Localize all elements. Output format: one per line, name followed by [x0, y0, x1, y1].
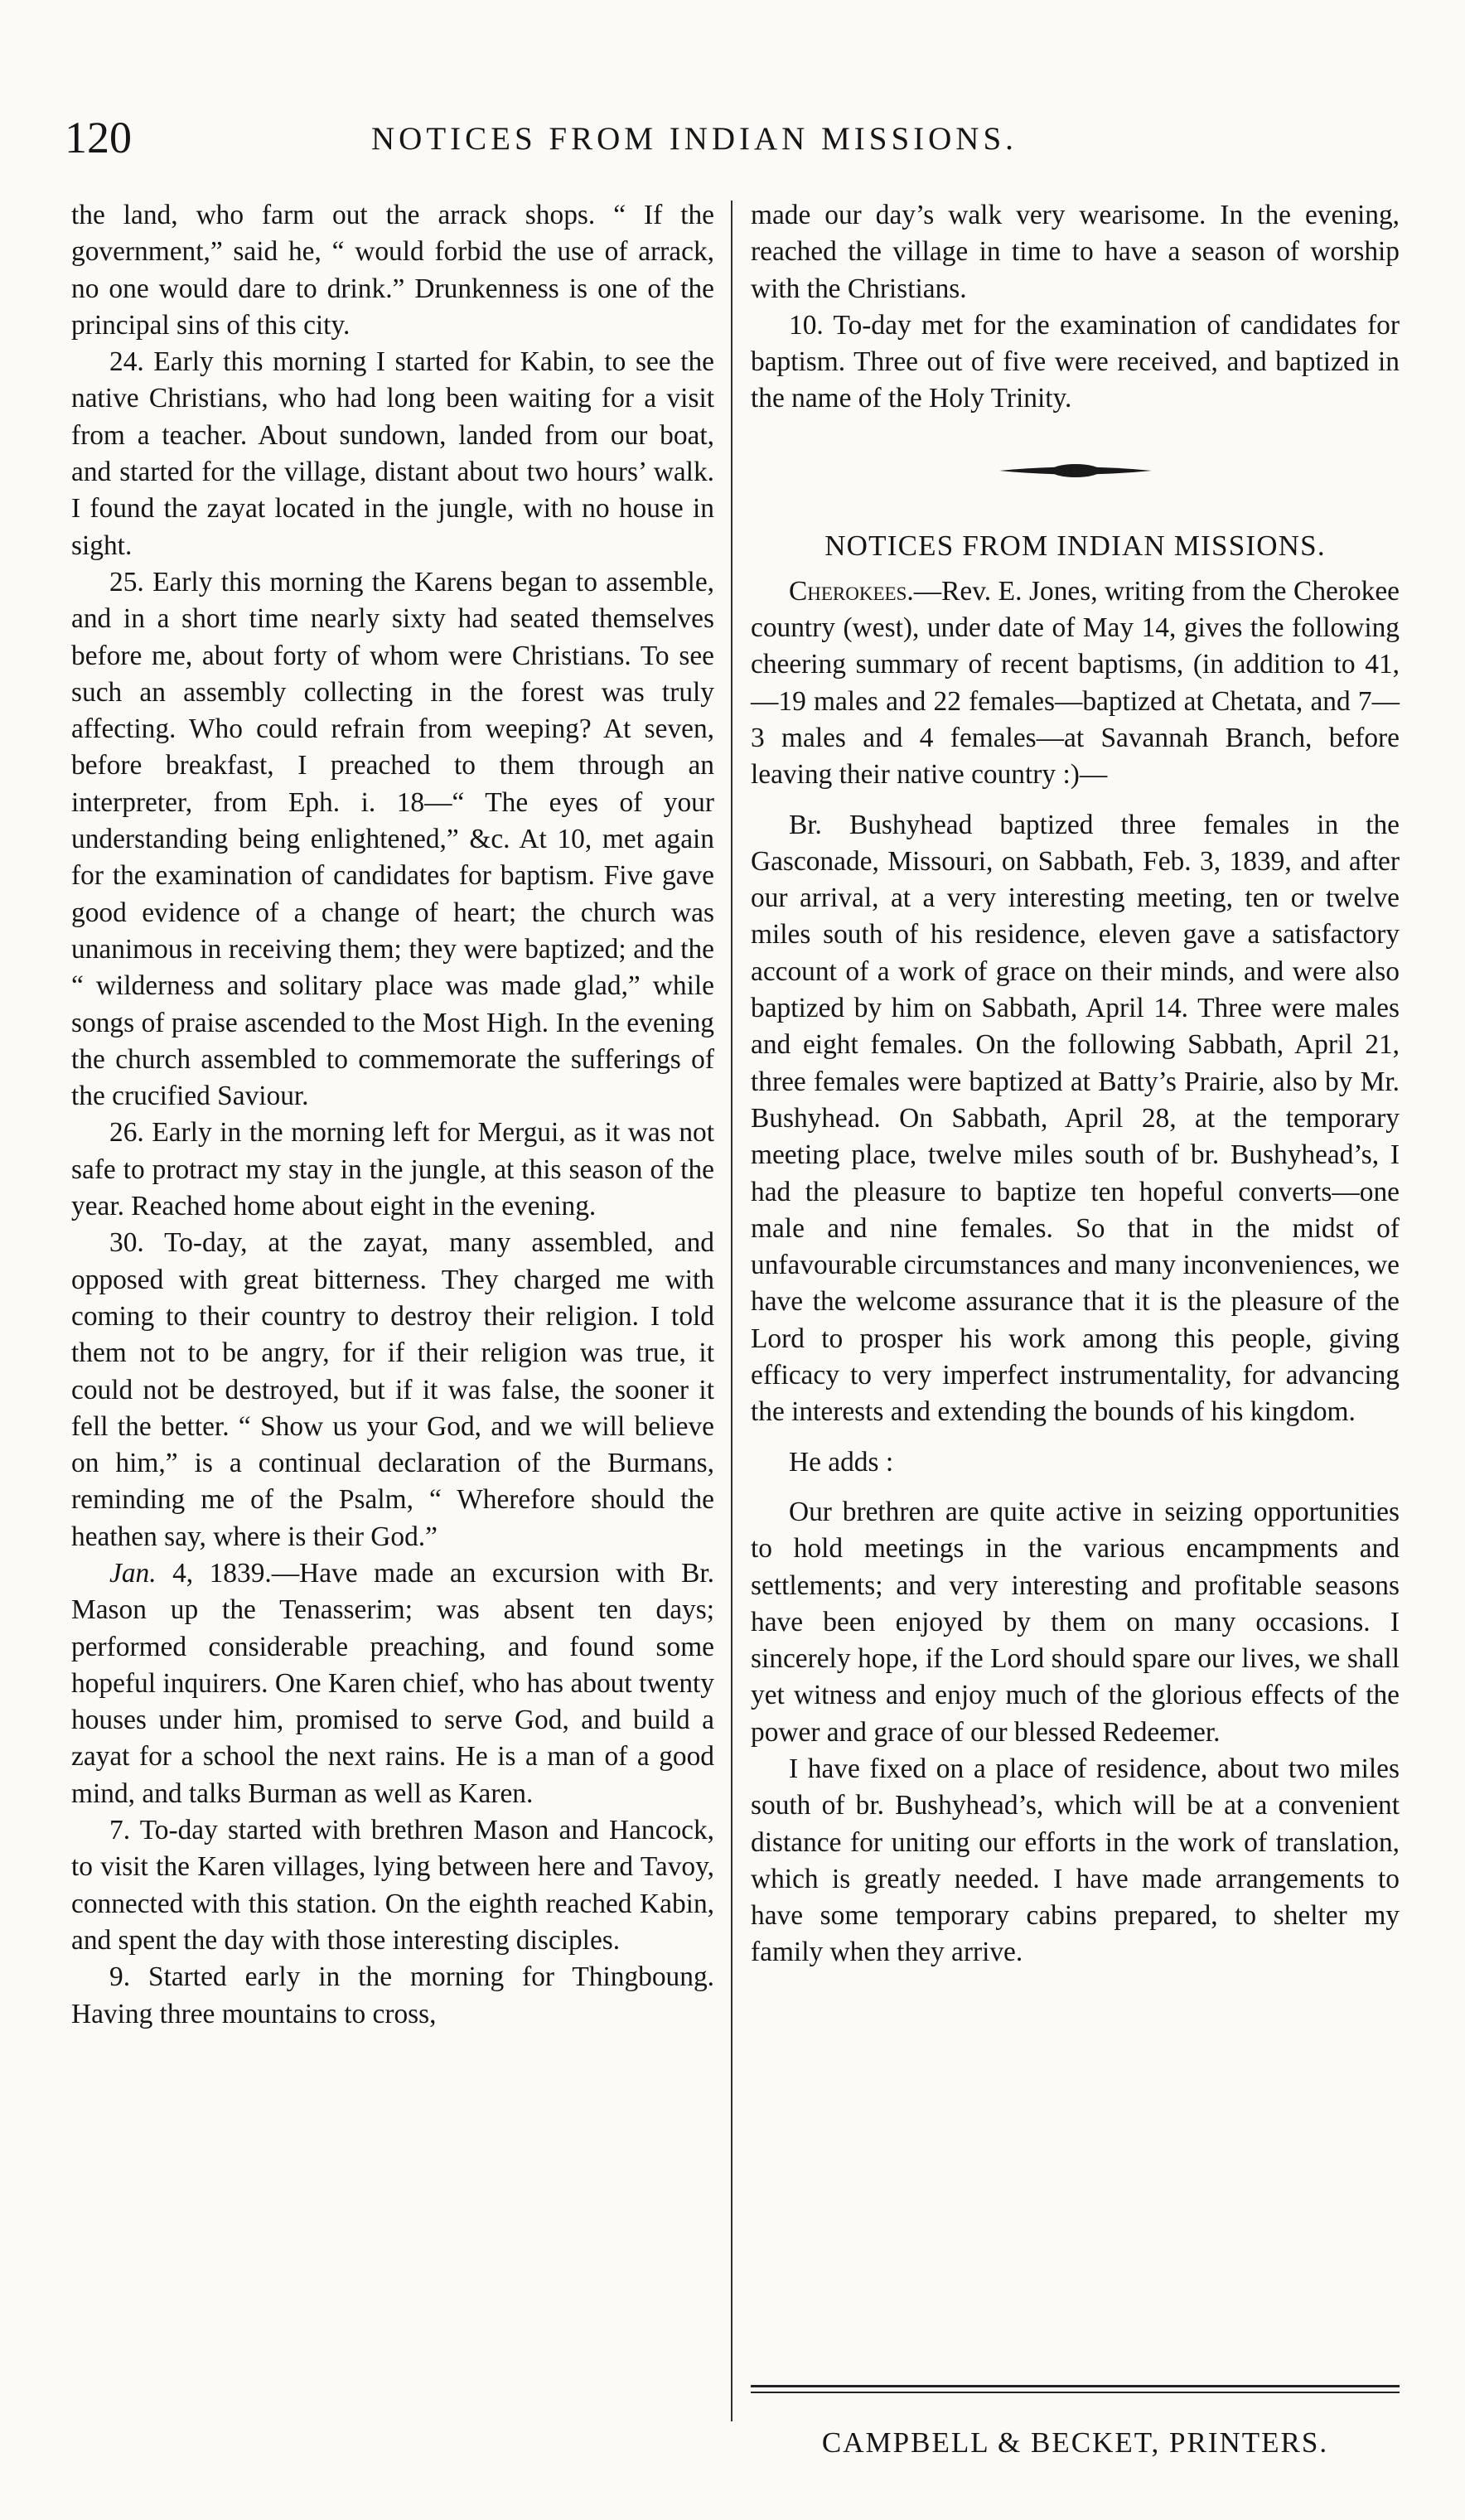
paragraph-25: 25. Early this morning the Karens began to assemble, and in a short time nearly sixty had seated themselves before me, about forty of whom were Christians. To see such an assembly collecting in the forest was truly affecting. Who could refrain from weeping? At seven, before breakfast, I preached to them through an interpreter, from Eph. i. 18—“ The eyes of your understanding being enlightened,” &c. At 10, met again for the examination of candidates for baptism. Five gave good evidence of a change of heart; the church was unanimous in receiving them; they were baptized; and the “ wilderness and solitary place was made glad,” while songs of praise ascended to the Most High. In the evening the church assembled to commemorate the sufferings of the crucified Saviour. — [71, 566, 714, 1112]
printer-imprint: CAMPBELL & BECKET, PRINTERS. — [821, 2426, 1329, 2459]
paragraph-jan-4-text: Have made an excursion with Br. Mason up the Tenasserim; was absent ten days; performed considerable preaching, and found some hopeful inquirers. One Karen chief, who has about twenty houses under him, promised to serve God, and build a zayat for a school the next rains. He is a man of a good mind, and talks Burman as well as Karen. — [71, 1557, 714, 1809]
column-divider — [731, 201, 732, 2421]
paragraph-10: 10. To-day met for the examination of candidates for baptism. Three out of five were received, and baptized in the name of the Holy Trinity. — [751, 309, 1400, 414]
cherokees-label: Cherokees. — [789, 575, 914, 607]
page-number: 120 — [65, 113, 132, 162]
he-adds: He adds : — [789, 1446, 894, 1478]
spacer — [751, 794, 1400, 807]
paragraph-cherokees — [751, 573, 1400, 794]
paragraph-continued: made our day’s walk very wearisome. In the evening, reached the village in time to have a season of worship with the Christians. — [751, 200, 1400, 304]
date-jan-rest: 4, 1839.— — [172, 1557, 300, 1589]
section-heading: NOTICES FROM INDIAN MISSIONS. — [824, 529, 1326, 562]
footer-double-rule — [751, 2385, 1400, 2393]
paragraph-arrack: the land, who farm out the arrack shops. “ If the government,” said he, “ would forbid the use of arrack, no one would dare to drink.” Drunkenness is one of the principal sins of this city. — [71, 200, 714, 341]
paragraph-26: 26. Early in the morning left for Mergui, as it was not safe to protract my stay in the jungle, at this season of the year. Reached home about eight in the evening. — [71, 1117, 714, 1222]
paragraph-7: 7. To-day started with brethren Mason and Hancock, to visit the Karen villages, lying between here and Tavoy, connected with this station. On the eighth reached Kabin, and spent the day with those interesting disciples. — [71, 1815, 714, 1956]
right-column — [751, 197, 1400, 1971]
paragraph-30: 30. To-day, at the zayat, many assembled, and opposed with great bitterness. They charged me with coming to their country to destroy their religion. I told them not to be angry, for if their religion was true, it could not be destroyed, but if it was false, the sooner it fell the better. “ Show us your God, and we will believe on him,” is a continual declaration of the Burmans, reminding me of the Psalm, “ Wherefore should the heathen say, where is their God.” — [71, 1227, 714, 1552]
running-title: NOTICES FROM INDIAN MISSIONS. — [371, 121, 1018, 157]
quote-bushyhead: Br. Bushyhead baptized three females in the Gasconade, Missouri, on Sabbath, Feb. 3, 1839, and after our arrival, at a very interesting meeting, ten or twelve miles south of his residence, eleven gave a satisfactory account of a work of grace on their minds, and were also baptized by him on Sabbath, April 14. Three were males and eight females. On the following Sabbath, April 21, three females were baptized at Batty’s Prairie, also by Mr. Bushyhead. On Sabbath, April 28, at the temporary meeting place, twelve miles south of br. Bushyhead’s, I had the pleasure to baptize ten hopeful converts—one male and nine females. So that in the midst of unfavourable circumstances and many inconveniences, we have the welcome assurance that it is the pleasure of the Lord to prosper his work among this people, giving efficacy to very imperfect instrumentality, for advancing the interests and extending the bounds of his kingdom. — [751, 809, 1400, 1428]
quote-brethren: Our brethren are quite active in seizing opportunities to hold meetings in the various encampments and settlements; and very interesting and profitable seasons have been enjoyed by them on many occasions. I sincerely hope, if the Lord should spare our lives, we shall yet witness and enjoy much of the glorious effects of the power and grace of our blessed Redeemer. — [751, 1496, 1400, 1748]
date-jan: Jan. — [109, 1557, 157, 1589]
ornament-rule-icon — [993, 454, 1158, 487]
paragraph-9: 9. Started early in the morning for Thingboung. Having three mountains to cross, — [71, 1961, 714, 2029]
paragraph-24: 24. Early this morning I started for Kabin, to see the native Christians, who had long been waiting for a visit from a teacher. About sundown, landed from our boat, and started for the village, distant about two hours’ walk. I found the zayat located in the jungle, with no house in sight. — [71, 346, 714, 561]
page-header — [65, 113, 1399, 179]
paragraph-jan-4 — [71, 1555, 714, 1812]
left-column — [71, 197, 714, 2033]
spacer — [751, 1481, 1400, 1494]
cherokees-text: —Rev. E. Jones, writing from the Cherokee country (west), under date of May 14, gives the following cheering summary of recent baptisms, (in addition to 41,—19 males and 22 females—baptized at Chetata, and 7—3 males and 4 females—at Savannah Branch, before leaving their native country :)— — [751, 575, 1400, 791]
quote-residence: I have fixed on a place of residence, about two miles south of br. Bushyhead’s, which will be at a convenient distance for uniting our efforts in the work of translation, which is greatly needed. I have made arrangements to have some temporary cabins prepared, to shelter my family when they arrive. — [751, 1753, 1400, 1968]
spacer — [751, 1431, 1400, 1444]
